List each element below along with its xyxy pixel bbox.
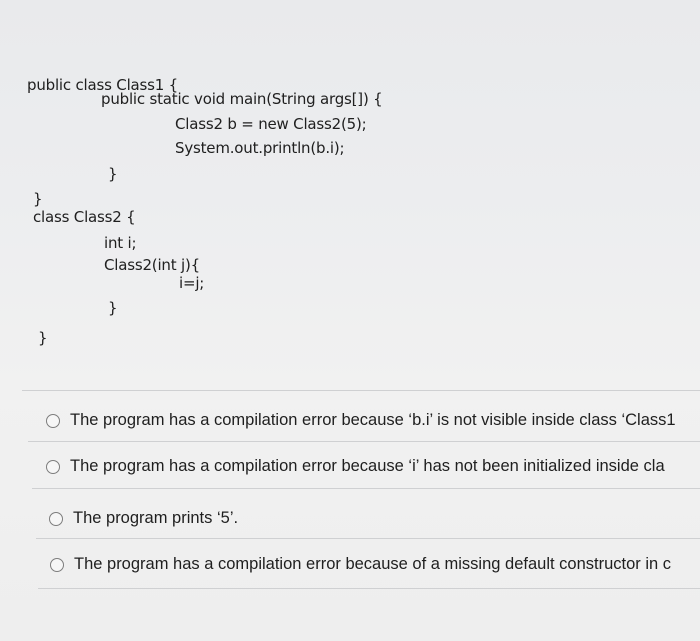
option-label: The program has a compilation error because ‘i’ has not been initialized inside cla xyxy=(70,457,665,475)
code-line: public static void main(String args[]) { xyxy=(101,90,383,108)
option-row[interactable] xyxy=(44,549,700,583)
code-line: System.out.println(b.i); xyxy=(175,139,345,157)
code-line: } xyxy=(33,190,43,208)
radio-button[interactable] xyxy=(46,414,60,428)
option-row[interactable] xyxy=(43,503,700,537)
divider xyxy=(36,538,700,539)
divider xyxy=(22,390,700,391)
code-line: Class2 b = new Class2(5); xyxy=(175,115,367,133)
code-line: i=j; xyxy=(179,274,205,292)
radio-button[interactable] xyxy=(49,512,63,526)
radio-button[interactable] xyxy=(46,460,60,474)
option-row[interactable] xyxy=(40,405,700,439)
code-line: } xyxy=(108,299,118,317)
option-label: The program has a compilation error because ‘b.i’ is not visible inside class ‘Class1 xyxy=(70,411,676,429)
code-line: class Class2 { xyxy=(33,208,136,226)
code-line: Class2(int j){ xyxy=(104,256,200,274)
radio-button[interactable] xyxy=(50,558,64,572)
code-line: int i; xyxy=(104,234,137,252)
code-line: } xyxy=(38,329,48,347)
option-label: The program has a compilation error because of a missing default constructor in c xyxy=(74,555,672,573)
divider xyxy=(28,441,700,442)
divider xyxy=(32,488,700,489)
divider xyxy=(38,588,700,589)
option-label: The program prints ‘5’. xyxy=(73,509,239,527)
code-line: public class Class1 { xyxy=(27,76,179,94)
code-line: } xyxy=(108,165,118,183)
option-row[interactable] xyxy=(40,451,700,485)
